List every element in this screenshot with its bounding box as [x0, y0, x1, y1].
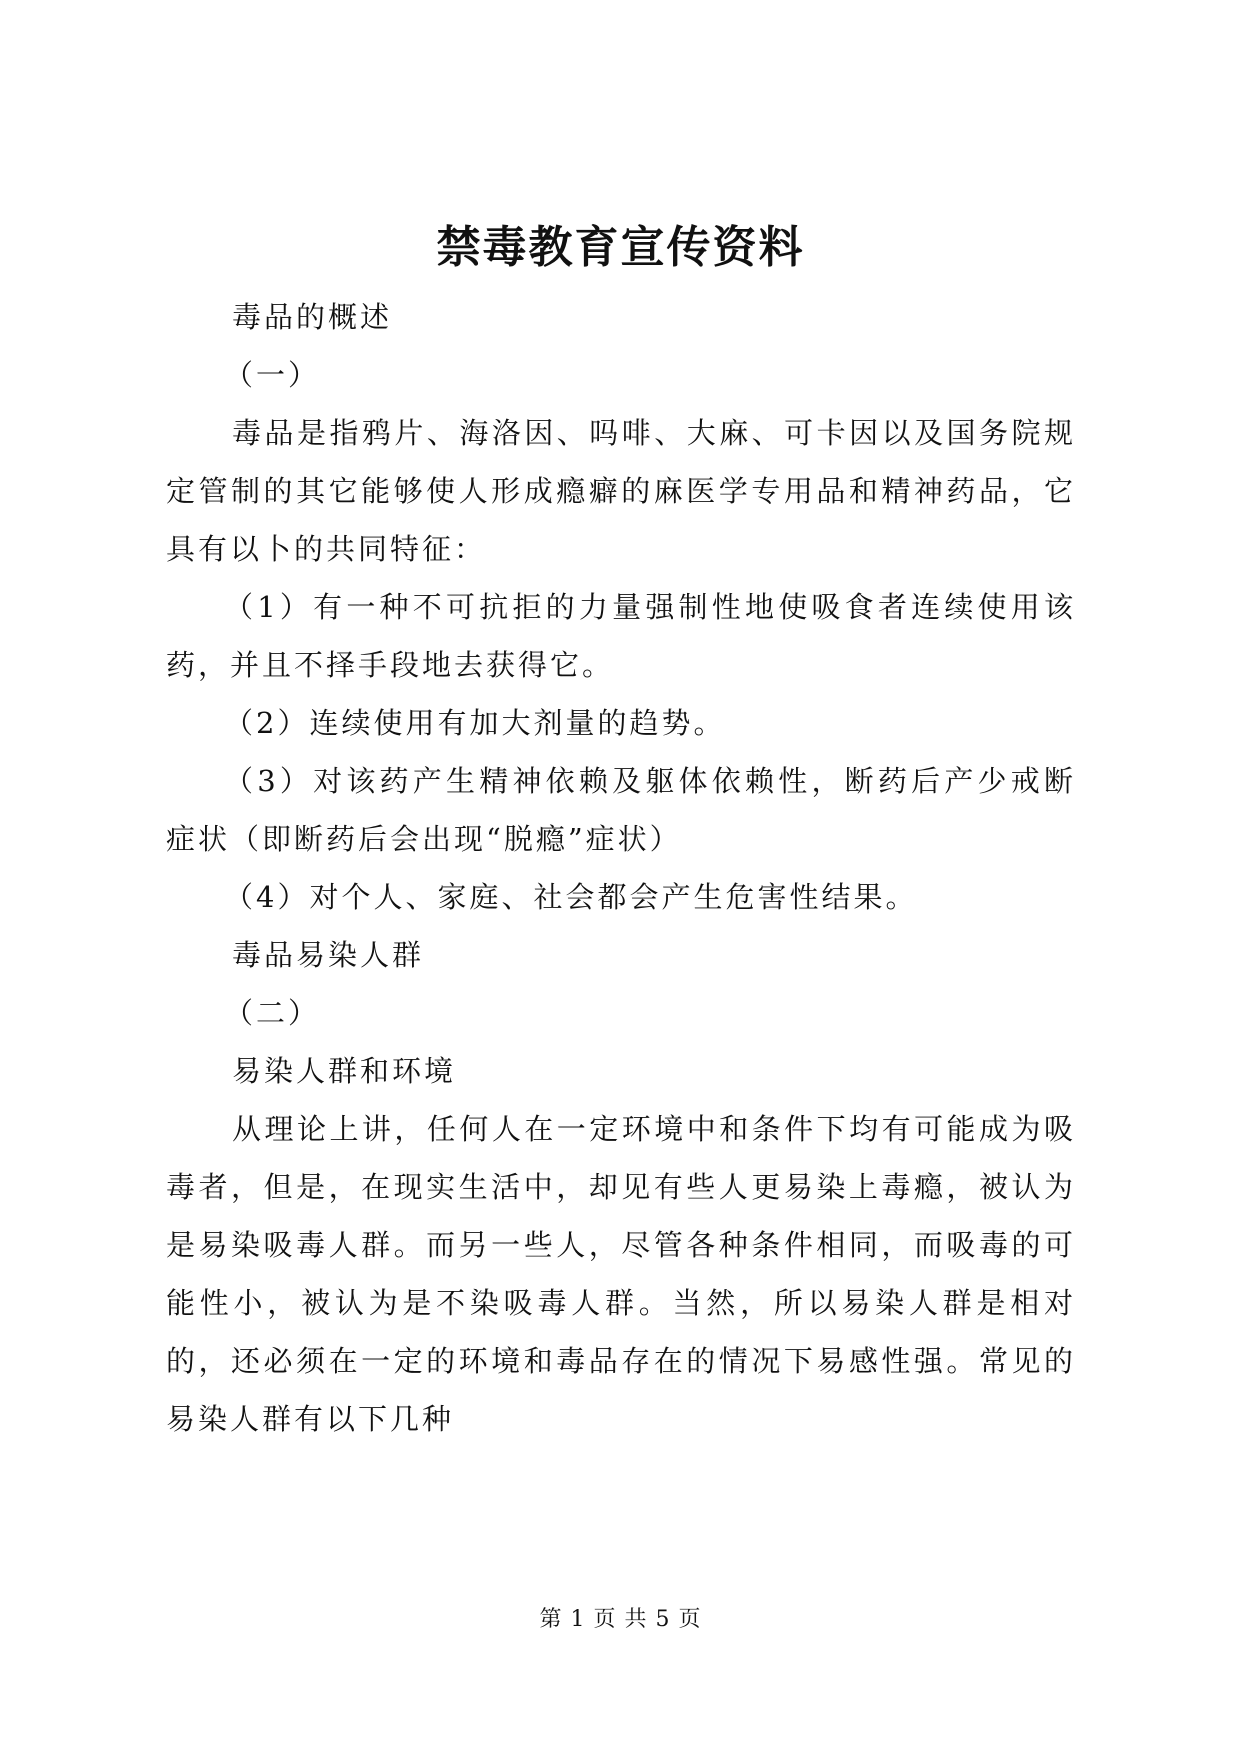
section-heading: 毒品易染人群 [232, 938, 425, 972]
page-footer: 第 1 页 共 5 页 [539, 1607, 702, 1632]
list-item: （1）有一种不可抗拒的力量强制性地使吸食者连续使用该药，并且不择手段地去获得它。 [166, 590, 1076, 682]
section-number: （二） [224, 996, 321, 1030]
document-body [166, 288, 1076, 1448]
list-item: （2）连续使用有加大剂量的趋势。 [224, 706, 726, 740]
list-item: （4）对个人、家庭、社会都会产生危害性结果。 [224, 880, 918, 914]
document-title: 禁毒教育宣传资料 [436, 222, 805, 273]
body-paragraph: 毒品是指鸦片、海洛因、吗啡、大麻、可卡因以及国务院规定管制的其它能够使人形成瘾癖的麻医学专用品和精神药品，它具有以卜的共同特征： [166, 416, 1076, 566]
section-heading: 毒品的概述 [232, 300, 393, 334]
body-paragraph: 从理论上讲，任何人在一定环境中和条件下均有可能成为吸毒者，但是，在现实生活中，却见有些人更易染上毒瘾，被认为是易染吸毒人群。而另一些人，尽管各种条件相同，而吸毒的可能性小，被认为是不染吸毒人群。当然，所以易染人群是相对的，还必须在一定的环境和毒品存在的情况下易感性强。常见的易染人群有以下几种 [166, 1112, 1076, 1436]
section-number: （一） [224, 358, 321, 392]
subsection-heading: 易染人群和环境 [232, 1054, 457, 1088]
list-item: （3）对该药产生精神依赖及躯体依赖性，断药后产少戒断症状（即断药后会出现“脱瘾”症状） [166, 764, 1076, 856]
